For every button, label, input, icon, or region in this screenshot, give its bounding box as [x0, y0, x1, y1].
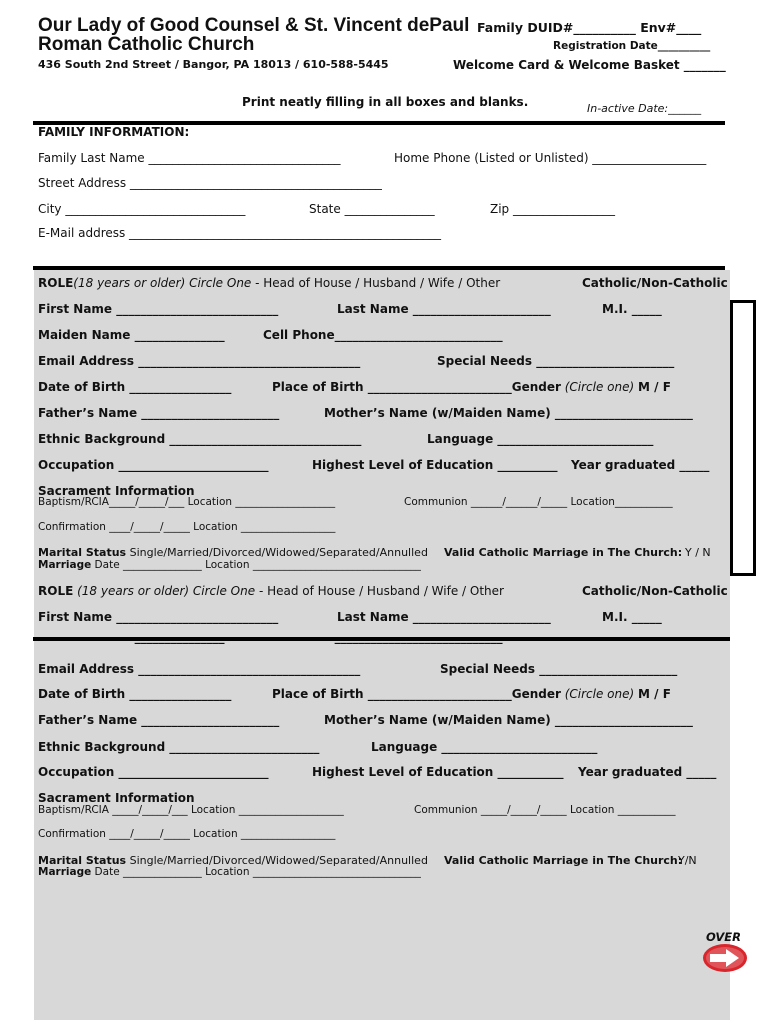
role2-email-field[interactable]: Email Address _____________________________________: [38, 662, 361, 676]
role1-first-name-field[interactable]: First Name ___________________________: [38, 302, 279, 316]
role2-last-name-field[interactable]: Last Name _______________________: [337, 610, 551, 624]
role2-sacrament-heading: Sacrament Information: [38, 791, 195, 805]
role1-ethnic-field[interactable]: Ethnic Background ________________________________: [38, 432, 362, 446]
role1-valid-marriage-options[interactable]: Y / N: [685, 546, 711, 559]
role1-communion-field[interactable]: Communion ______/______/_____ Location___________: [404, 496, 673, 508]
divider-role2: [33, 637, 730, 641]
role1-role-line: [38, 276, 500, 290]
role2-special-needs-field[interactable]: Special Needs _______________________: [440, 662, 678, 676]
role2-communion-field[interactable]: Communion _____/_____/_____ Location ___________: [414, 804, 676, 816]
role1-marital-line: [38, 546, 428, 559]
church-name-line1: Our Lady of Good Counsel & St. Vincent dePaul: [38, 15, 470, 36]
role1-cell-phone-field[interactable]: Cell Phone____________________________: [263, 328, 503, 342]
family-last-name-field[interactable]: Family Last Name ________________________________: [38, 151, 341, 165]
family-info-heading: FAMILY INFORMATION:: [38, 125, 190, 139]
family-email-field[interactable]: E-Mail address ____________________________________________________: [38, 226, 442, 240]
role1-role-label: ROLE: [38, 276, 74, 290]
role2-marital-options[interactable]: Single/Married/Divorced/Widowed/Separated/Annulled: [126, 854, 428, 867]
role2-catholic-options[interactable]: Catholic/Non-Catholic: [582, 584, 728, 598]
role1-sacrament-heading: Sacrament Information: [38, 484, 195, 498]
role1-catholic-options[interactable]: Catholic/Non-Catholic: [582, 276, 728, 290]
role1-dob-field[interactable]: Date of Birth _________________: [38, 380, 232, 394]
role1-confirmation-field[interactable]: Confirmation ____/_____/_____ Location __________________: [38, 521, 336, 533]
role2-marriage-date-location-field[interactable]: Date _______________ Location ________________________________: [91, 866, 421, 878]
role2-father-name-field[interactable]: Father’s Name _______________________: [38, 713, 280, 727]
role1-marriage-date-location-field[interactable]: Date _______________ Location ________________________________: [91, 559, 421, 571]
welcome-basket-field[interactable]: Welcome Card & Welcome Basket _______: [453, 58, 726, 72]
role1-marital-label: Marital Status: [38, 546, 127, 559]
role1-gender-line: [272, 380, 671, 394]
divider-role1: [33, 266, 725, 270]
role2-marital-label: Marital Status: [38, 854, 127, 867]
role1-baptism-field[interactable]: Baptism/RCIA_____/_____/___ Location ___________________: [38, 496, 336, 508]
role2-pob-field[interactable]: Place of Birth ________________________Gender: [272, 687, 561, 701]
home-phone-field[interactable]: Home Phone (Listed or Unlisted) ___________________: [394, 151, 707, 165]
role1-year-graduated-field[interactable]: Year graduated _____: [571, 458, 710, 472]
role1-language-field[interactable]: Language __________________________: [427, 432, 654, 446]
role1-email-field[interactable]: Email Address _____________________________________: [38, 354, 361, 368]
role2-role-age: (18 years or older) Circle One: [73, 584, 256, 598]
role2-dob-field[interactable]: Date of Birth _________________: [38, 687, 232, 701]
role2-marriage-label: Marriage: [38, 866, 92, 878]
role1-marriage-label: Marriage: [38, 559, 92, 571]
role1-maiden-name-field[interactable]: Maiden Name _______________: [38, 328, 225, 342]
role2-year-graduated-field[interactable]: Year graduated _____: [578, 765, 717, 779]
role2-role-label: ROLE: [38, 584, 74, 598]
role1-marriage-line: [38, 559, 421, 571]
role1-gender-note: (Circle one): [564, 380, 635, 394]
role2-confirmation-field[interactable]: Confirmation ____/_____/_____ Location __________________: [38, 828, 336, 840]
role2-education-field[interactable]: Highest Level of Education ___________: [312, 765, 564, 779]
role2-first-name-field[interactable]: First Name ___________________________: [38, 610, 279, 624]
role1-gender-options[interactable]: M / F: [638, 380, 671, 394]
role1-father-name-field[interactable]: Father’s Name _______________________: [38, 406, 280, 420]
print-note: Print neatly filling in all boxes and blanks.: [242, 95, 529, 109]
role1-valid-marriage-label: Valid Catholic Marriage in The Church:: [444, 546, 683, 559]
zip-field[interactable]: Zip _________________: [490, 202, 615, 216]
role1-last-name-field[interactable]: Last Name _______________________: [337, 302, 551, 316]
role2-mother-name-field[interactable]: Mother’s Name (w/Maiden Name) _______________________: [324, 713, 693, 727]
role1-mi-field[interactable]: M.I. _____: [602, 302, 662, 316]
role2-marriage-line: [38, 866, 421, 878]
church-name-line2: Roman Catholic Church: [38, 34, 255, 55]
role2-gender-options[interactable]: M / F: [638, 687, 671, 701]
role1-role-options[interactable]: - Head of House / Husband / Wife / Other: [251, 276, 501, 290]
role1-role-age: (18 years or older) Circle One: [73, 276, 252, 290]
side-bracket-box: [730, 300, 756, 576]
over-label: OVER: [706, 930, 741, 944]
role1-occupation-field[interactable]: Occupation _________________________: [38, 458, 269, 472]
role2-valid-marriage-options[interactable]: Y/N: [678, 854, 697, 867]
family-duid-field[interactable]: Family DUID#__________ Env#____: [477, 20, 702, 35]
role2-gender-line: [272, 687, 671, 701]
role2-baptism-field[interactable]: Baptism/RCIA _____/_____/___ Location ____________________: [38, 804, 344, 816]
role2-ethnic-field[interactable]: Ethnic Background _________________________: [38, 740, 320, 754]
role2-valid-marriage-label: Valid Catholic Marriage in The Church:: [444, 854, 683, 867]
street-address-field[interactable]: Street Address __________________________________________: [38, 176, 382, 190]
role1-education-field[interactable]: Highest Level of Education __________: [312, 458, 558, 472]
role1-marital-options[interactable]: Single/Married/Divorced/Widowed/Separated/Annulled: [126, 546, 428, 559]
state-field[interactable]: State _______________: [309, 202, 435, 216]
role1-special-needs-field[interactable]: Special Needs _______________________: [437, 354, 675, 368]
registration-date-field[interactable]: Registration Date__________: [553, 40, 711, 52]
inactive-date-field[interactable]: In-active Date:______: [587, 102, 702, 115]
role2-role-options[interactable]: - Head of House / Husband / Wife / Other: [255, 584, 504, 598]
role2-mi-field[interactable]: M.I. _____: [602, 610, 662, 624]
role1-mother-name-field[interactable]: Mother’s Name (w/Maiden Name) _______________________: [324, 406, 693, 420]
church-address: 436 South 2nd Street / Bangor, PA 18013 / 610-588-5445: [38, 58, 389, 71]
arrow-right-icon: [702, 943, 748, 973]
role2-role-line: [38, 584, 504, 598]
role1-pob-field[interactable]: Place of Birth ________________________Gender: [272, 380, 561, 394]
role2-occupation-field[interactable]: Occupation _________________________: [38, 765, 269, 779]
role2-language-field[interactable]: Language __________________________: [371, 740, 598, 754]
city-field[interactable]: City ______________________________: [38, 202, 246, 216]
over-indicator[interactable]: [700, 930, 750, 974]
role2-gender-note: (Circle one): [564, 687, 635, 701]
